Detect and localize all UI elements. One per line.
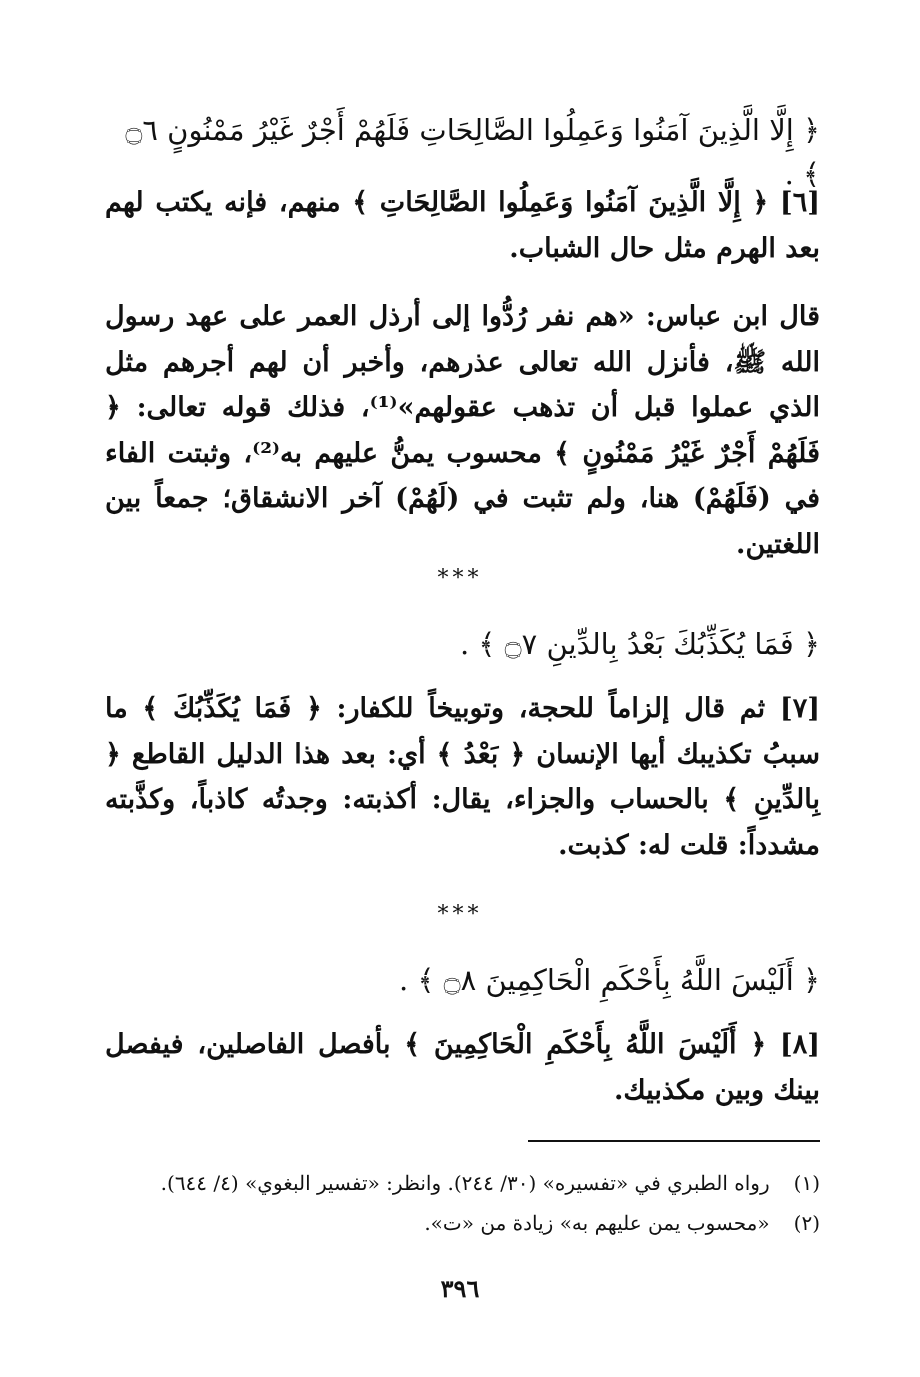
footnote-divider — [528, 1140, 820, 1142]
section-separator: *** — [437, 566, 483, 591]
footnote-text: «محسوب يمن عليهم به» زيادة من «ت». — [424, 1211, 770, 1235]
commentary-7: [٧] ثم قال إلزاماً للحجة، وتوبيخاً للكفار: ﴿ فَمَا يُكَذِّبُكَ ﴾ ما سببُ تكذيبك أيها الإنسان ﴿ بَعْدُ ﴾ أي: بعد هذا الدليل القاطع ﴿ بِالدِّينِ ﴾ بالحساب والجزاء، يقال: أكذبته: وجدتُه كاذباً، وكذَّبته مشدداً: قلت له: كذبت. — [105, 693, 820, 861]
footnote-text: رواه الطبري في «تفسيره» (٣٠/ ٢٤٤). وانظر: «تفسير البغوي» (٤/ ٦٤٤). — [160, 1171, 770, 1195]
ibn-abbas-paragraph: قال ابن عباس: «هم نفر رُدُّوا إلى أرذل العمر على عهد رسول الله ﷺ، فأنزل الله تعالى عذرهم، وأخبر أن لهم أجرهم مثل الذي عملوا قبل أن تذهب عقولهم»⁽¹⁾، فذلك قوله تعالى: ﴿ فَلَهُمْ أَجْرٌ غَيْرُ مَمْنُونٍ ﴾ محسوب يمنُّ عليهم به⁽²⁾، وثبتت الفاء في (فَلَهُمْ) هنا، ولم تثبت في (لَهُمْ) آخر الانشقاق؛ جمعاً بين اللغتين. — [105, 301, 821, 560]
commentary-6: [٦] ﴿ إِلَّا الَّذِينَ آمَنُوا وَعَمِلُوا الصَّالِحَاتِ ﴾ منهم، فإنه يكتب لهم بعد الهرم مثل حال الشباب. — [105, 187, 820, 264]
verse-7: ﴿ فَمَا يُكَذِّبُكَ بَعْدُ بِالدِّينِ ۝٧ ﴾ . — [460, 627, 820, 661]
footnote-number: (٢) — [793, 1211, 820, 1235]
verse-8: ﴿ أَلَيْسَ اللَّهُ بِأَحْكَمِ الْحَاكِمِينَ ۝٨ ﴾ . — [399, 963, 820, 997]
verse-6: ﴿ إِلَّا الَّذِينَ آمَنُوا وَعَمِلُوا الصَّالِحَاتِ فَلَهُمْ أَجْرٌ غَيْرُ مَمْنُونٍ ۝٦ ﴾ . — [125, 113, 820, 191]
section-separator-2: *** — [437, 902, 483, 927]
footnote-2 — [105, 1208, 820, 1238]
footnote-1 — [105, 1168, 820, 1198]
commentary-8: [٨] ﴿ أَلَيْسَ اللَّهُ بِأَحْكَمِ الْحَاكِمِينَ ﴾ بأفصل الفاصلين، فيفصل بينك وبين مكذبيك. — [105, 1029, 820, 1106]
page-number: ٣٩٦ — [440, 1274, 480, 1303]
footnote-number: (١) — [793, 1171, 820, 1195]
